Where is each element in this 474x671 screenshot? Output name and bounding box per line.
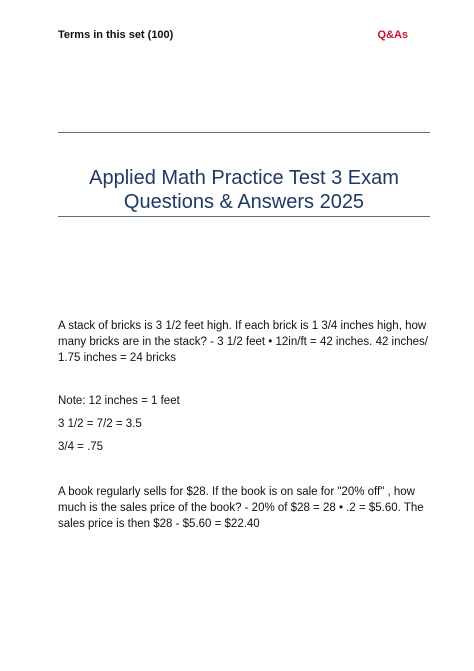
question-answer-1: [58, 318, 430, 366]
qa1-line-1: A stack of bricks is 3 1/2 feet high. If each brick is 1 3/4 inches high, how: [58, 320, 427, 332]
qa1-line-2: many bricks are in the stack? - 3 1/2 feet • 12in/ft = 42 inches. 42 inches/: [58, 336, 428, 348]
qa1-line-3: 1.75 inches = 24 bricks: [58, 352, 176, 364]
note-line-3: [58, 439, 430, 455]
note-text-1: Note: 12 inches = 1 feet: [58, 395, 180, 407]
note-text-3: 3/4 = .75: [58, 441, 104, 453]
title-line-1: Applied Math Practice Test 3 Exam: [89, 167, 399, 189]
question-answer-2: [58, 484, 430, 532]
terms-count-label: Terms in this set (100): [58, 29, 174, 41]
title-line-2: Questions & Answers 2025: [123, 191, 365, 213]
title-underline: [58, 216, 430, 217]
document-title: [58, 166, 430, 214]
note-text-2: 3 1/2 = 7/2 = 3.5: [58, 418, 142, 430]
qas-label: Q&As: [377, 29, 408, 41]
qa2-line-1: A book regularly sells for $28. If the book is on sale for "20% off" , how: [58, 486, 415, 498]
note-line-1: [58, 393, 430, 409]
qa2-line-3: sales price is then $28 - $5.60 = $22.40: [58, 518, 260, 530]
top-divider: [58, 132, 430, 133]
note-line-2: [58, 416, 430, 432]
qa2-line-2: much is the sales price of the book? - 20% of $28 = 28 • .2 = $5.60. The: [58, 502, 424, 514]
page-header: [58, 29, 416, 45]
